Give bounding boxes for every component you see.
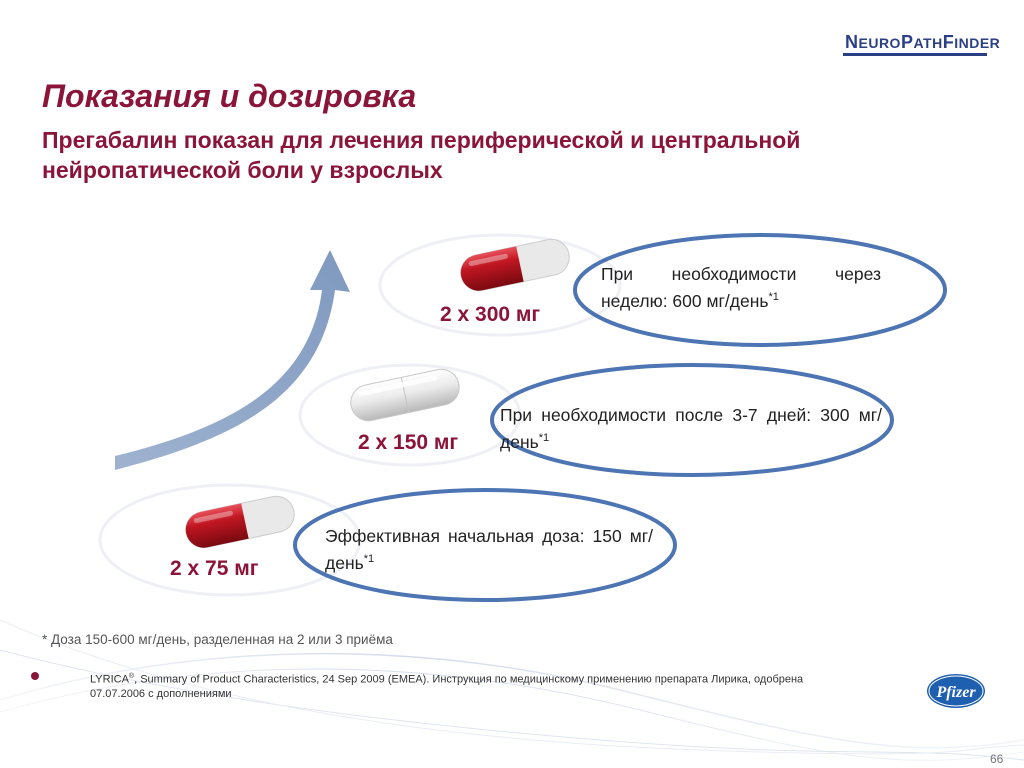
dose-label-step-2: 2 x 150 мг xyxy=(358,431,459,454)
svg-text:Pfizer: Pfizer xyxy=(936,684,976,701)
page-subtitle: Прегабалин показан для лечения периферической и центральной нейропатической боли у взрослых xyxy=(42,127,801,183)
step-3-description: При необходимости через неделю: 600 мг/день$^{*1}$ xyxy=(601,264,881,311)
pfizer-logo xyxy=(926,672,986,710)
dose-footnote: * Доза 150-600 мг/день, разделенная на 2 или 3 приёма xyxy=(42,632,393,647)
reference-text: LYRICA®, Summary of Product Characteristics, 24 Sep 2009 (EMEA). Инструкция по медицинскому применению препарата Лирика, одобрена 07.07.2006 с дополнениями xyxy=(90,673,804,700)
capsule-red-icon xyxy=(457,236,572,294)
page-number: 66 xyxy=(990,752,1004,766)
capsule-white-icon xyxy=(347,366,462,424)
page-title: Показания и дозировка xyxy=(42,78,417,114)
increase-arrow xyxy=(115,250,350,470)
step-1-description: Эффективная начальная доза: 150 мг/день$^{*1}$ xyxy=(325,526,653,573)
dose-label-step-1: 2 x 75 мг xyxy=(170,557,259,580)
capsule-red-icon xyxy=(182,493,297,551)
step-2-description: При необходимости после 3-7 дней: 300 мг/день$^{*1}$ xyxy=(500,405,882,452)
dose-label-step-3: 2 x 300 мг xyxy=(440,303,541,326)
neuropathfinder-logo: NEUROPATHFINDER xyxy=(845,32,1001,52)
